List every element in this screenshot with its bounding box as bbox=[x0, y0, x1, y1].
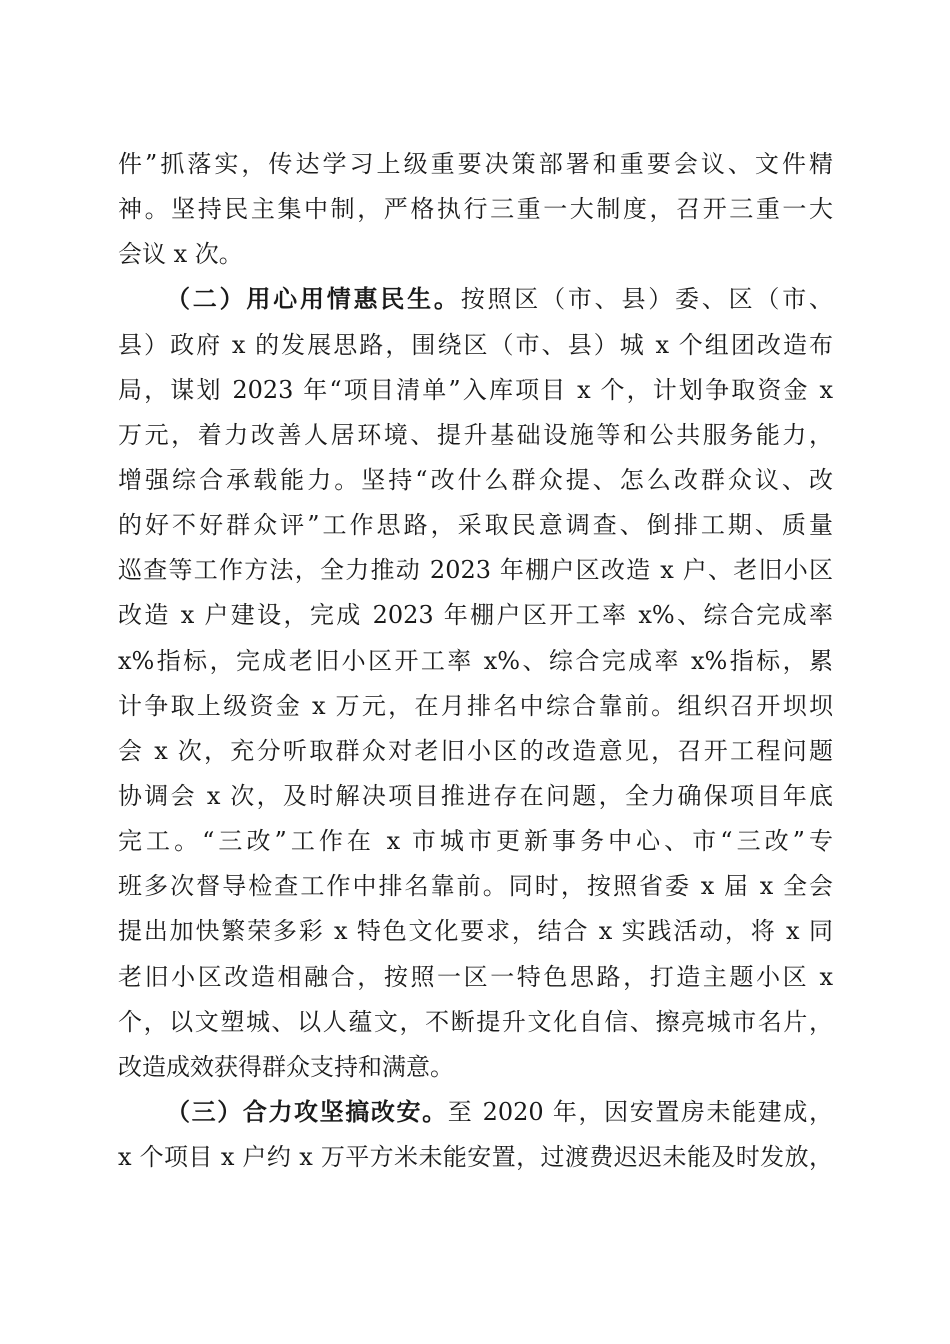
text-line: 改造 x 户建设，完成 2023 年棚户区开工率 x%、综合完成率 bbox=[118, 601, 833, 630]
text-line: 会议 x 次。 bbox=[118, 240, 243, 269]
text-line: 班多次督导检查工作中排名靠前。同时，按照省委 x 届 x 全会 bbox=[118, 872, 833, 901]
text-line: 计争取上级资金 x 万元，在月排名中综合靠前。组织召开坝坝 bbox=[118, 691, 833, 720]
text-span: 至 2020 年，因安置房未能建成， bbox=[447, 1097, 833, 1126]
document-body bbox=[118, 142, 833, 1180]
text-line: 巡查等工作方法，全力推动 2023 年棚户区改造 x 户、老旧小区 bbox=[118, 556, 833, 585]
text-line: 件”抓落实，传达学习上级重要决策部署和重要会议、文件精 bbox=[118, 150, 833, 178]
text-line: 完工。“三改”工作在 x 市城市更新事务中心、市“三改”专 bbox=[118, 827, 833, 856]
paragraph-first-line bbox=[118, 277, 833, 322]
text-line: 改造成效获得群众支持和满意。 bbox=[118, 1052, 454, 1081]
text-line: 神。坚持民主集中制，严格执行三重一大制度，召开三重一大 bbox=[118, 195, 833, 224]
text-span: 按照区（市、县）委、区（市、 bbox=[460, 285, 834, 314]
text-line: 的好不好群众评”工作思路，采取民意调查、倒排工期、质量 bbox=[118, 511, 833, 540]
text-line: 局，谋划 2023 年“项目清单”入库项目 x 个，计划争取资金 x bbox=[118, 375, 833, 404]
text-line: 协调会 x 次，及时解决项目推进存在问题，全力确保项目年底 bbox=[118, 781, 833, 810]
text-line: 万元，着力改善人居环境、提升基础设施等和公共服务能力， bbox=[118, 420, 833, 449]
section-heading: （三）合力攻坚搞改安。 bbox=[166, 1097, 448, 1126]
text-line: 老旧小区改造相融合，按照一区一特色思路，打造主题小区 x bbox=[118, 962, 833, 991]
text-line: 县）政府 x 的发展思路，围绕区（市、县）城 x 个组团改造布 bbox=[118, 330, 833, 359]
text-line: 增强综合承载能力。坚持“改什么群众提、怎么改群众议、改 bbox=[118, 465, 833, 494]
text-line: 会 x 次，充分听取群众对老旧小区的改造意见，召开工程问题 bbox=[118, 736, 833, 765]
section-heading: （二）用心用情惠民生。 bbox=[166, 285, 461, 314]
text-line: x 个项目 x 户约 x 万平方米未能安置，过渡费迟迟未能及时发放， bbox=[118, 1143, 833, 1172]
paragraph-first-line bbox=[118, 1090, 833, 1135]
text-line: x%指标，完成老旧小区开工率 x%、综合完成率 x%指标，累 bbox=[118, 646, 833, 675]
text-line: 提出加快繁荣多彩 x 特色文化要求，结合 x 实践活动，将 x 同 bbox=[118, 917, 833, 946]
text-line: 个，以文塑城、以人蕴文，不断提升文化自信、擦亮城市名片， bbox=[118, 1007, 833, 1036]
